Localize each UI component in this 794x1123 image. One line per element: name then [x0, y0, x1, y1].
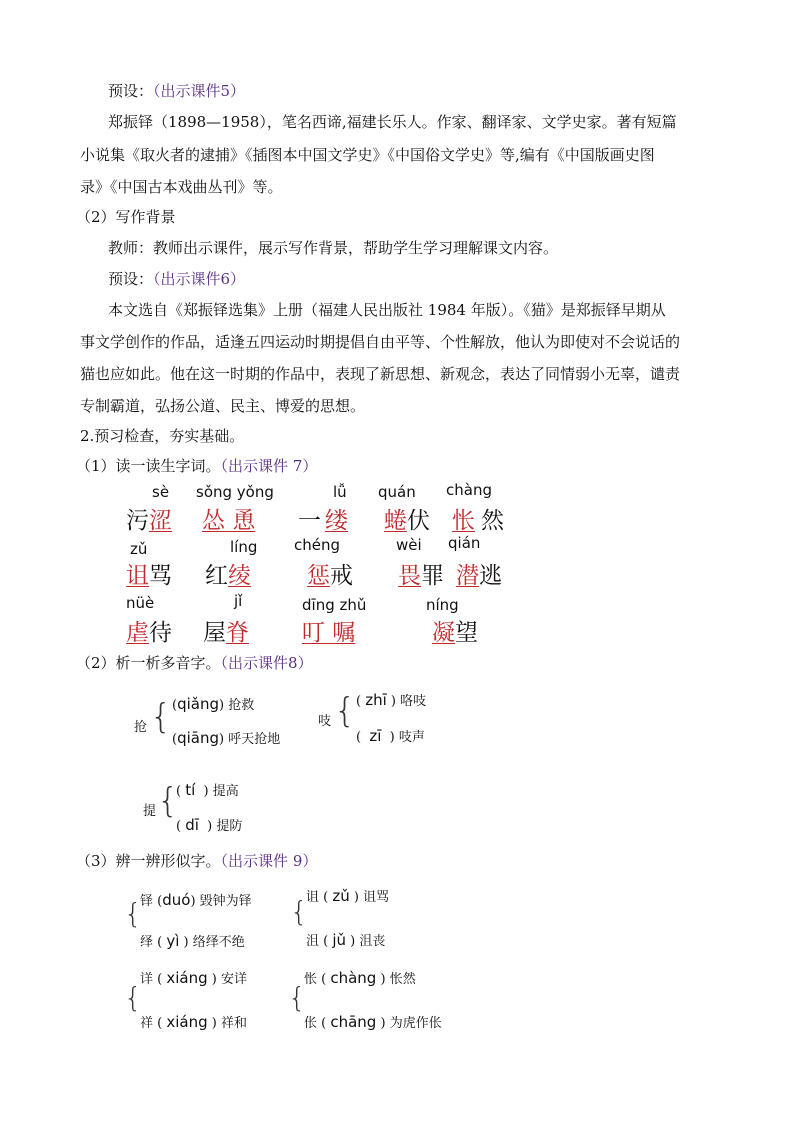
pinyin: duó	[162, 891, 191, 909]
background-line-3: 猫也应如此。他在这一时期的作品中，表现了新思想、新观念，表达了同情弱小无辜，谴责	[80, 365, 681, 383]
background-yushe	[108, 264, 245, 295]
word-item	[456, 557, 502, 590]
char: 祥	[140, 1016, 154, 1031]
new-char: 惩	[307, 563, 330, 589]
pinyin: nüè	[126, 594, 155, 612]
char: 怅	[304, 972, 318, 987]
pinyin: quán	[378, 483, 416, 501]
word-item	[203, 614, 249, 647]
word-item	[298, 502, 348, 535]
polyphone-char: 抢	[134, 720, 148, 735]
word-item	[126, 614, 172, 647]
pinyin: yì	[166, 932, 180, 950]
pinyin: tí	[185, 781, 196, 799]
polyphone-item: ( dī ) 提防	[176, 816, 243, 834]
word-item	[202, 502, 255, 535]
pinyin: xiáng	[166, 969, 208, 987]
words-heading-text: （1）读一读生字词。	[76, 457, 221, 475]
word: 络绎不绝	[192, 935, 245, 950]
char: 一	[298, 508, 321, 534]
brace-icon: {	[150, 697, 172, 737]
word-item	[302, 614, 355, 647]
pinyin: zī	[369, 727, 382, 745]
pinyin: sǒng yǒng	[196, 483, 274, 501]
char: 详	[140, 972, 154, 987]
similar-heading-text: （3）辨一辨形似字。	[76, 852, 221, 870]
pinyin: dī	[185, 816, 199, 834]
new-char: 蜷	[384, 508, 407, 534]
background-line-4: 专制霸道，弘扬公道、民主、博爱的思想。	[80, 397, 366, 415]
new-char: 怂 恿	[202, 508, 256, 534]
similar-item: 诅 ( zǔ ) 诅骂	[306, 887, 390, 905]
polyphones-heading-text: （2）析一析多音字。	[76, 654, 221, 672]
similar-item: 伥 ( chāng ) 为虎作伥	[304, 1013, 442, 1031]
char: 铎	[140, 894, 154, 909]
word: 为虎作伥	[389, 1016, 442, 1031]
char: 望	[455, 620, 478, 646]
word: 沮丧	[359, 934, 386, 949]
word: 提高	[212, 784, 239, 799]
word-item	[205, 557, 251, 590]
char: 污	[126, 508, 149, 534]
word: 祥和	[220, 1016, 247, 1031]
yushe-label: 预设：	[108, 270, 154, 288]
char: 待	[149, 620, 172, 646]
polyphone-item: ( zhī ) 咯吱	[356, 691, 427, 709]
pinyin: jǐ	[234, 592, 243, 610]
word: 抢救	[228, 698, 255, 713]
yushe-label: 预设：	[108, 82, 154, 100]
word-item	[398, 557, 444, 590]
word-item	[432, 614, 478, 647]
courseware-note: （出示课件 7）	[220, 457, 318, 475]
bio-line-3: 录》《中国古本戏曲丛刊》等。	[80, 178, 283, 196]
pinyin: chàng	[330, 969, 377, 987]
polyphone-item: (qiǎng) 抢救	[172, 695, 255, 713]
polyphone-char: 提	[143, 804, 157, 819]
similar-item: 铎 (duó) 毁钟为铎	[140, 891, 252, 909]
word: 诅骂	[363, 890, 390, 905]
brace-icon: {	[288, 981, 306, 1014]
pinyin: lǚ	[333, 483, 347, 501]
section-heading-background: （2）写作背景	[76, 208, 176, 226]
pinyin: chàng	[446, 481, 492, 499]
polyphone-item: (qiāng) 呼天抢地	[172, 729, 281, 747]
new-char: 绫	[228, 563, 251, 589]
word: 怅然	[389, 972, 416, 987]
new-char: 涩	[149, 508, 172, 534]
char: 骂	[149, 563, 172, 589]
pinyin: jǔ	[332, 931, 347, 949]
bio-line-2: 小说集《取火者的逮捕》《插图本中国文学史》《中国俗文学史》等,编有《中国版画史图	[80, 146, 655, 164]
pinyin: qiāng	[177, 729, 219, 747]
word: 咯吱	[400, 694, 427, 709]
similar-item: 沮 ( jǔ ) 沮丧	[306, 931, 386, 949]
bio-line-1: 郑振铎（1898—1958），笔名西谛,福建长乐人。作家、翻译家、文学史家。著有短篇	[108, 113, 677, 131]
pinyin: sè	[152, 483, 170, 501]
pinyin: xiáng	[166, 1013, 208, 1031]
word: 呼天抢地	[228, 732, 281, 747]
pinyin: qián	[448, 534, 481, 552]
word: 毁钟为铎	[199, 894, 252, 909]
new-char: 畏	[398, 563, 421, 589]
courseware-note: （出示课件6）	[153, 270, 246, 288]
brace-icon: {	[334, 691, 356, 731]
word-item	[126, 557, 172, 590]
pinyin: qiǎng	[177, 695, 219, 713]
brace-icon: {	[290, 895, 308, 928]
pinyin: chāng	[330, 1013, 377, 1031]
polyphones-heading	[76, 648, 313, 679]
word-item	[126, 502, 172, 535]
pinyin: dīng zhǔ	[302, 596, 367, 614]
word: 提防	[216, 819, 243, 834]
new-char: 诅	[126, 563, 149, 589]
pinyin: chéng	[294, 536, 341, 554]
courseware-note: （出示课件8）	[220, 654, 313, 672]
char: 然	[481, 508, 504, 534]
word-item	[452, 502, 504, 535]
word-item	[307, 557, 353, 590]
char: 罪	[421, 563, 444, 589]
brace-icon: {	[124, 897, 142, 930]
pinyin: wèi	[396, 536, 422, 554]
polyphone-item: ( tí ) 提高	[176, 781, 239, 799]
polyphone-char: 吱	[318, 714, 332, 729]
background-line-1: 本文选自《郑振铎选集》上册（福建人民出版社 1984 年版）。《猫》是郑振铎早期从	[108, 301, 666, 319]
words-heading	[76, 451, 317, 482]
pinyin: zǔ	[332, 887, 350, 905]
background-line-2: 事文学创作的作品，适逢五四运动时期提倡自由平等、个性解放，他认为即使对不会说话的	[80, 333, 681, 351]
pinyin: zhī	[365, 691, 387, 709]
new-char: 潜	[456, 563, 479, 589]
polyphone-item: ( zī ) 吱声	[356, 727, 425, 745]
char: 戒	[330, 563, 353, 589]
section-heading-preview: 2.预习检查，夯实基础。	[80, 427, 245, 445]
teacher-line: 教师：教师出示课件，展示写作背景，帮助学生学习理解课文内容。	[108, 239, 559, 257]
new-char: 凝	[432, 620, 455, 646]
courseware-note: （出示课件5）	[153, 82, 246, 100]
similar-item: 详 ( xiáng ) 安详	[140, 969, 247, 987]
pinyin: níng	[426, 596, 459, 614]
new-char: 虐	[126, 620, 149, 646]
char: 逃	[479, 563, 502, 589]
word: 吱声	[398, 730, 425, 745]
char: 伥	[304, 1016, 318, 1031]
char: 绎	[140, 935, 154, 950]
word: 安详	[220, 972, 247, 987]
new-char: 缕	[325, 508, 348, 534]
char: 沮	[306, 934, 320, 949]
similar-item: 祥 ( xiáng ) 祥和	[140, 1013, 247, 1031]
new-char: 怅	[452, 508, 475, 534]
new-char: 脊	[226, 620, 249, 646]
char: 红	[205, 563, 228, 589]
intro-yushe	[108, 76, 245, 107]
char: 伏	[407, 508, 430, 534]
courseware-note: （出示课件 9）	[220, 852, 318, 870]
new-char: 叮 嘱	[302, 620, 356, 646]
pinyin: líng	[230, 538, 258, 556]
char: 屋	[203, 620, 226, 646]
brace-icon: {	[124, 981, 142, 1014]
pinyin: zǔ	[130, 540, 148, 558]
word-item	[384, 502, 430, 535]
similar-item: 怅 ( chàng ) 怅然	[304, 969, 416, 987]
char: 诅	[306, 890, 320, 905]
similar-item: 绎 ( yì ) 络绎不绝	[140, 932, 245, 950]
similar-heading	[76, 846, 317, 877]
brace-icon: {	[157, 781, 179, 821]
